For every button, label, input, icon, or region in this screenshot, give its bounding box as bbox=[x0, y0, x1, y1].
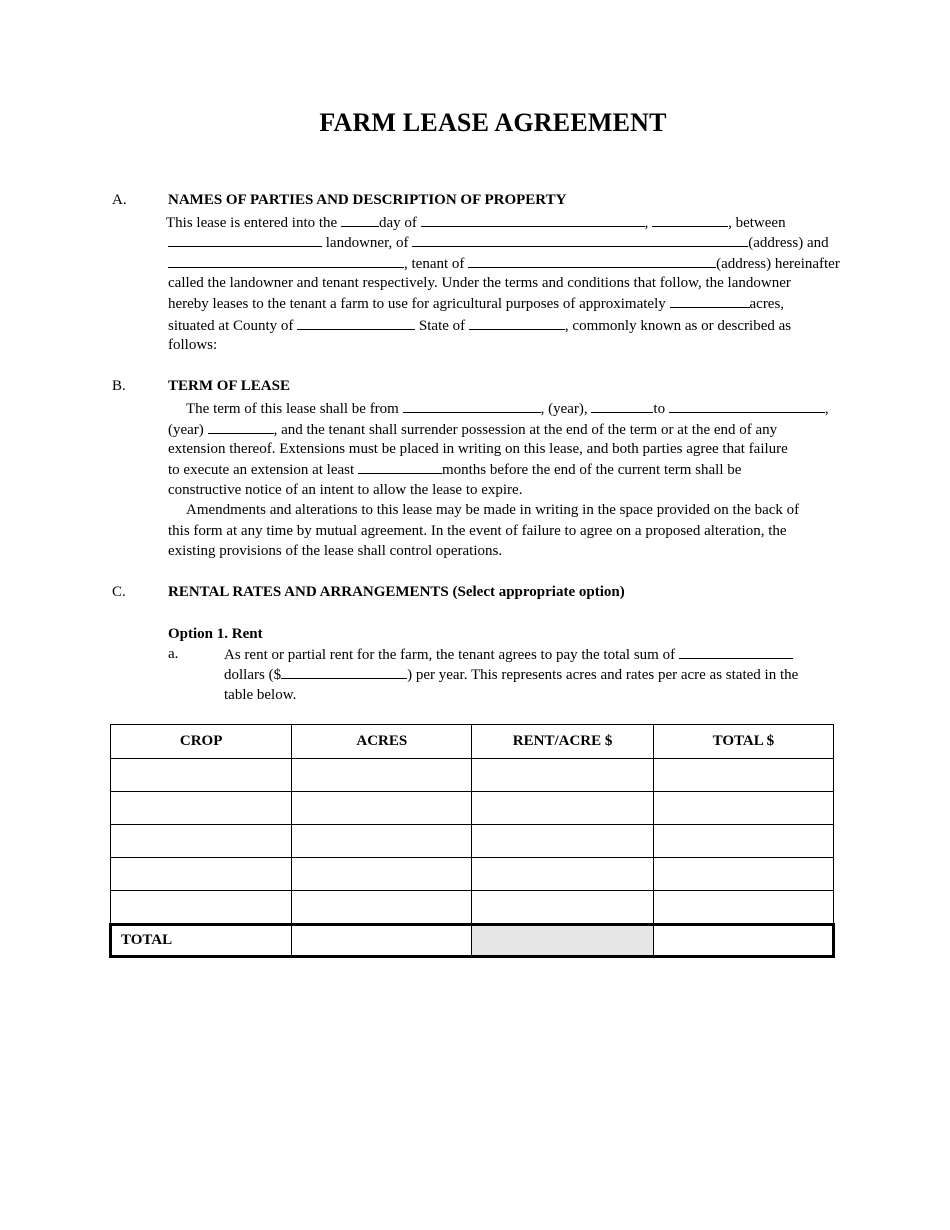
total-cell[interactable] bbox=[653, 792, 833, 825]
table-row bbox=[111, 759, 834, 792]
lease-month-field[interactable] bbox=[421, 212, 645, 227]
column-header-rent-per-acre: RENT/ACRE $ bbox=[472, 725, 653, 759]
tenant-address-field[interactable] bbox=[468, 253, 716, 268]
grand-total-cell[interactable] bbox=[653, 925, 833, 957]
extension-months-field[interactable] bbox=[358, 459, 442, 474]
item-a-line-2: dollars ($ ) per year. This represents acres and rates per acre as stated in the bbox=[224, 664, 798, 685]
total-rent-per-acre-shaded-cell bbox=[472, 925, 653, 957]
column-header-total: TOTAL $ bbox=[653, 725, 833, 759]
acres-cell[interactable] bbox=[292, 825, 472, 858]
rent-dollars-field[interactable] bbox=[281, 664, 407, 679]
term-end-year-field[interactable] bbox=[208, 419, 274, 434]
item-a-letter: a. bbox=[168, 646, 179, 662]
acres-cell[interactable] bbox=[292, 792, 472, 825]
section-b-line-7: this form at any time by mutual agreement. In the event of failure to agree on a proposed alteration, the bbox=[168, 523, 787, 539]
lease-day-field[interactable] bbox=[341, 212, 379, 227]
lease-year-field[interactable] bbox=[652, 212, 728, 227]
acres-cell[interactable] bbox=[292, 891, 472, 925]
section-a-letter: A. bbox=[112, 192, 127, 208]
rent-table bbox=[109, 724, 835, 958]
section-a-line-5: hereby leases to the tenant a farm to use for agricultural purposes of approximately acres, bbox=[168, 293, 784, 314]
acres-field[interactable] bbox=[670, 293, 750, 308]
section-b-letter: B. bbox=[112, 378, 126, 394]
crop-cell[interactable] bbox=[111, 858, 292, 891]
option-1-heading: Option 1. Rent bbox=[168, 626, 263, 642]
rent-per-acre-cell[interactable] bbox=[472, 825, 653, 858]
total-cell[interactable] bbox=[653, 858, 833, 891]
section-b-line-3: extension thereof. Extensions must be placed in writing on this lease, and both parties agree that failure bbox=[168, 441, 788, 457]
section-a-line-7: follows: bbox=[168, 337, 218, 353]
rent-per-acre-cell[interactable] bbox=[472, 792, 653, 825]
section-b-line-1: The term of this lease shall be from , (year), to , bbox=[186, 398, 829, 419]
section-a-line-3: , tenant of (address) hereinafter bbox=[168, 253, 840, 274]
item-a-line-1: As rent or partial rent for the farm, the tenant agrees to pay the total sum of bbox=[224, 644, 793, 665]
total-acres-cell[interactable] bbox=[292, 925, 472, 957]
total-cell[interactable] bbox=[653, 825, 833, 858]
section-b-line-8: existing provisions of the lease shall control operations. bbox=[168, 543, 503, 559]
item-a-line-3: table below. bbox=[224, 687, 297, 703]
table-row bbox=[111, 891, 834, 925]
table-row bbox=[111, 792, 834, 825]
tenant-name-field[interactable] bbox=[168, 253, 404, 268]
section-c-letter: C. bbox=[112, 584, 126, 600]
total-cell[interactable] bbox=[653, 891, 833, 925]
section-b-line-5: constructive notice of an intent to allow the lease to expire. bbox=[168, 482, 523, 498]
section-c-heading: RENTAL RATES AND ARRANGEMENTS (Select appropriate option) bbox=[168, 584, 625, 600]
rent-sum-words-field[interactable] bbox=[679, 644, 793, 659]
total-cell[interactable] bbox=[653, 759, 833, 792]
term-start-year-field[interactable] bbox=[591, 398, 653, 413]
section-b-line-2: (year) , and the tenant shall surrender possession at the end of the term or at the end of any bbox=[168, 419, 777, 440]
rent-per-acre-cell[interactable] bbox=[472, 759, 653, 792]
term-end-field[interactable] bbox=[669, 398, 825, 413]
section-b-heading: TERM OF LEASE bbox=[168, 378, 290, 394]
table-total-row bbox=[111, 925, 834, 957]
term-start-field[interactable] bbox=[403, 398, 541, 413]
crop-cell[interactable] bbox=[111, 792, 292, 825]
state-field[interactable] bbox=[469, 315, 565, 330]
county-field[interactable] bbox=[297, 315, 415, 330]
section-a-line-2: landowner, of (address) and bbox=[168, 232, 829, 253]
crop-cell[interactable] bbox=[111, 759, 292, 792]
rent-per-acre-cell[interactable] bbox=[472, 858, 653, 891]
section-b-line-6: Amendments and alterations to this lease may be made in writing in the space provided on the back of bbox=[186, 502, 800, 518]
section-b-line-4: to execute an extension at least months before the end of the current term shall be bbox=[168, 459, 741, 480]
total-label: TOTAL bbox=[111, 925, 292, 957]
column-header-acres: ACRES bbox=[292, 725, 472, 759]
document-title: FARM LEASE AGREEMENT bbox=[319, 108, 667, 137]
rent-per-acre-cell[interactable] bbox=[472, 891, 653, 925]
crop-cell[interactable] bbox=[111, 891, 292, 925]
landowner-name-field[interactable] bbox=[168, 232, 322, 247]
table-row bbox=[111, 858, 834, 891]
crop-cell[interactable] bbox=[111, 825, 292, 858]
section-a-line-4: called the landowner and tenant respectively. Under the terms and conditions that follow, the landowner bbox=[168, 275, 791, 291]
table-header-row bbox=[111, 725, 834, 759]
acres-cell[interactable] bbox=[292, 759, 472, 792]
section-a-line-6: situated at County of State of , commonly known as or described as bbox=[168, 315, 791, 336]
section-a-line-1: This lease is entered into the day of , , between bbox=[166, 212, 786, 233]
landowner-address-field[interactable] bbox=[412, 232, 748, 247]
table-row bbox=[111, 825, 834, 858]
section-a-heading: NAMES OF PARTIES AND DESCRIPTION OF PROPERTY bbox=[168, 192, 567, 208]
acres-cell[interactable] bbox=[292, 858, 472, 891]
column-header-crop: CROP bbox=[111, 725, 292, 759]
